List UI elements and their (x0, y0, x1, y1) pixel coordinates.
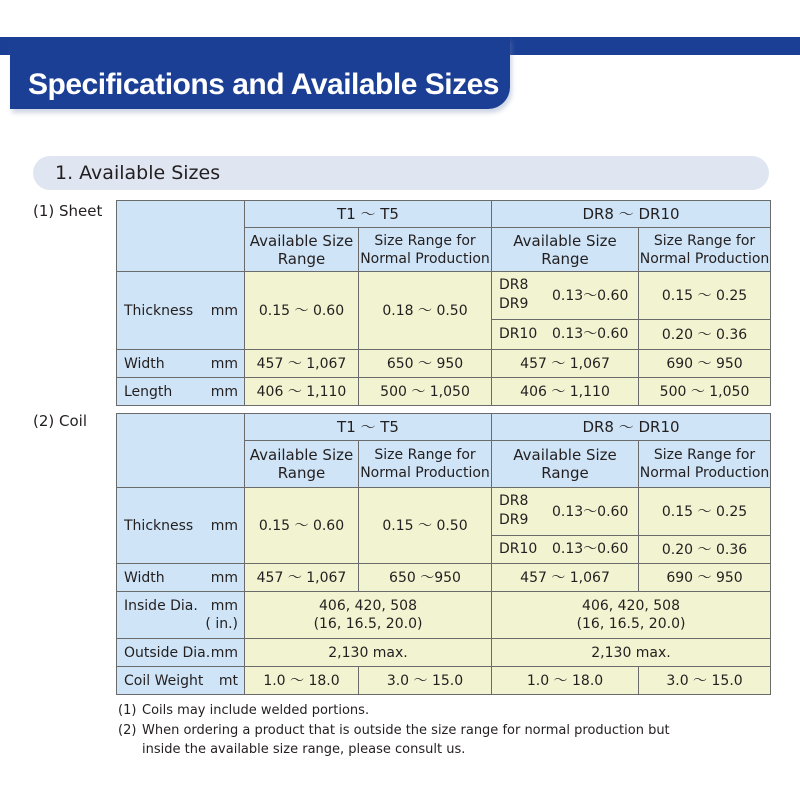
footnote-text: inside the available size range, please consult us. (142, 742, 466, 757)
sheet-width-t-normal: 650 ～ 950 (359, 350, 492, 378)
coil-col-normal-dr: Size Range for Normal Production (639, 441, 771, 488)
coil-width-t-normal: 650 ～950 (359, 564, 492, 592)
inside-values: 406, 420, 508 (319, 598, 417, 614)
row-unit: mm (210, 383, 238, 400)
section-heading: 1. Available Sizes (55, 162, 221, 184)
sheet-header-corner (117, 201, 245, 272)
sheet-thickness-t-avail: 0.15 ～ 0.60 (245, 272, 359, 350)
coil-thickness-t-normal: 0.15 ～ 0.50 (359, 488, 492, 564)
footnote-2 (118, 723, 670, 738)
coil-inside-dr (492, 592, 771, 639)
dr-value: 0.13～0.60 (552, 504, 629, 520)
sheet-thickness-dr10-normal: 0.20 ～ 0.36 (639, 320, 771, 350)
sheet-length-dr-avail: 406 ～ 1,110 (492, 378, 639, 406)
row-unit: mm (210, 302, 238, 319)
sheet-col-avail-dr: Available Size Range (492, 228, 639, 272)
coil-col-normal-t: Size Range for Normal Production (359, 441, 492, 488)
dr-label: DR9 (499, 296, 529, 312)
coil-caption: (2) Coil (33, 412, 88, 430)
sheet-col-normal-t: Size Range for Normal Production (359, 228, 492, 272)
dr-value: 0.13～0.60 (552, 541, 629, 557)
row-unit: mm (210, 598, 238, 614)
row-label: Inside Dia. (124, 598, 198, 614)
coil-thickness-dr8-9-avail (492, 488, 639, 536)
sheet-col-normal-dr: Size Range for Normal Production (639, 228, 771, 272)
coil-width-dr-normal: 690 ～ 950 (639, 564, 771, 592)
sheet-table (116, 200, 771, 406)
coil-outside-dr: 2,130 max. (492, 639, 771, 667)
coil-row-thickness (117, 488, 245, 564)
coil-header-t: T1 ～ T5 (245, 414, 492, 441)
sheet-header-t: T1 ～ T5 (245, 201, 492, 228)
coil-thickness-t-avail: 0.15 ～ 0.60 (245, 488, 359, 564)
sheet-thickness-dr8-9-avail (492, 272, 639, 320)
row-unit-inch: ( in.) (205, 616, 238, 632)
row-label: Width (124, 569, 165, 586)
coil-weight-t-normal: 3.0 ～ 15.0 (359, 667, 492, 695)
coil-row-width (117, 564, 245, 592)
sheet-length-t-normal: 500 ～ 1,050 (359, 378, 492, 406)
sheet-header-dr: DR8 ～ DR10 (492, 201, 771, 228)
sheet-row-length (117, 378, 245, 406)
coil-width-t-avail: 457 ～ 1,067 (245, 564, 359, 592)
coil-thickness-dr10-avail (492, 536, 639, 564)
footnote-number: (1) (118, 703, 137, 718)
dr-value: 0.13～0.60 (552, 326, 629, 342)
row-label: Outside Dia. (124, 644, 211, 661)
coil-inside-t (245, 592, 492, 639)
row-unit: mm (210, 644, 238, 661)
coil-thickness-dr10-normal: 0.20 ～ 0.36 (639, 536, 771, 564)
coil-weight-dr-avail: 1.0 ～ 18.0 (492, 667, 639, 695)
page-title: Specifications and Available Sizes (28, 68, 499, 101)
coil-header-corner (117, 414, 245, 488)
row-unit: mm (210, 517, 238, 534)
dr-label: DR8 (499, 493, 529, 509)
sheet-width-t-avail: 457 ～ 1,067 (245, 350, 359, 378)
coil-width-dr-avail: 457 ～ 1,067 (492, 564, 639, 592)
footnote-1 (118, 703, 369, 718)
footnote-text: Coils may include welded portions. (142, 703, 370, 718)
coil-row-weight (117, 667, 245, 695)
row-label: Thickness (124, 517, 194, 534)
dr-label: DR10 (499, 326, 538, 342)
dr-value: 0.13～0.60 (552, 288, 629, 304)
sheet-width-dr-avail: 457 ～ 1,067 (492, 350, 639, 378)
dr-label: DR9 (499, 512, 529, 528)
coil-thickness-dr8-9-normal: 0.15 ～ 0.25 (639, 488, 771, 536)
row-unit: mm (210, 355, 238, 372)
row-label: Length (124, 383, 173, 400)
sheet-length-dr-normal: 500 ～ 1,050 (639, 378, 771, 406)
coil-col-avail-dr: Available Size Range (492, 441, 639, 488)
sheet-row-thickness (117, 272, 245, 350)
row-unit: mt (218, 672, 238, 689)
coil-row-outside-dia (117, 639, 245, 667)
row-unit: mm (210, 569, 238, 586)
inside-values-inch: (16, 16.5, 20.0) (313, 616, 423, 632)
dr-label: DR10 (499, 541, 538, 557)
row-label: Thickness (124, 302, 194, 319)
sheet-thickness-dr10-avail (492, 320, 639, 350)
footnote-2-continued (118, 742, 465, 757)
coil-weight-dr-normal: 3.0 ～ 15.0 (639, 667, 771, 695)
row-label: Coil Weight (124, 672, 204, 689)
dr-label: DR8 (499, 277, 529, 293)
footnote-number: (2) (118, 723, 137, 738)
sheet-caption: (1) Sheet (33, 202, 103, 220)
row-label: Width (124, 355, 165, 372)
coil-row-inside-dia (117, 592, 245, 639)
inside-values: 406, 420, 508 (582, 598, 680, 614)
sheet-col-avail-t: Available Size Range (245, 228, 359, 272)
inside-values-inch: (16, 16.5, 20.0) (576, 616, 686, 632)
sheet-row-width (117, 350, 245, 378)
sheet-width-dr-normal: 690 ～ 950 (639, 350, 771, 378)
sheet-thickness-t-normal: 0.18 ～ 0.50 (359, 272, 492, 350)
coil-col-avail-t: Available Size Range (245, 441, 359, 488)
footnote-text: When ordering a product that is outside the size range for normal production but (142, 723, 670, 738)
coil-header-dr: DR8 ～ DR10 (492, 414, 771, 441)
sheet-length-t-avail: 406 ～ 1,110 (245, 378, 359, 406)
section-heading-bar (33, 156, 769, 190)
coil-outside-t: 2,130 max. (245, 639, 492, 667)
sheet-thickness-dr8-9-normal: 0.15 ～ 0.25 (639, 272, 771, 320)
title-banner (10, 37, 510, 109)
coil-table (116, 413, 771, 695)
coil-weight-t-avail: 1.0 ～ 18.0 (245, 667, 359, 695)
